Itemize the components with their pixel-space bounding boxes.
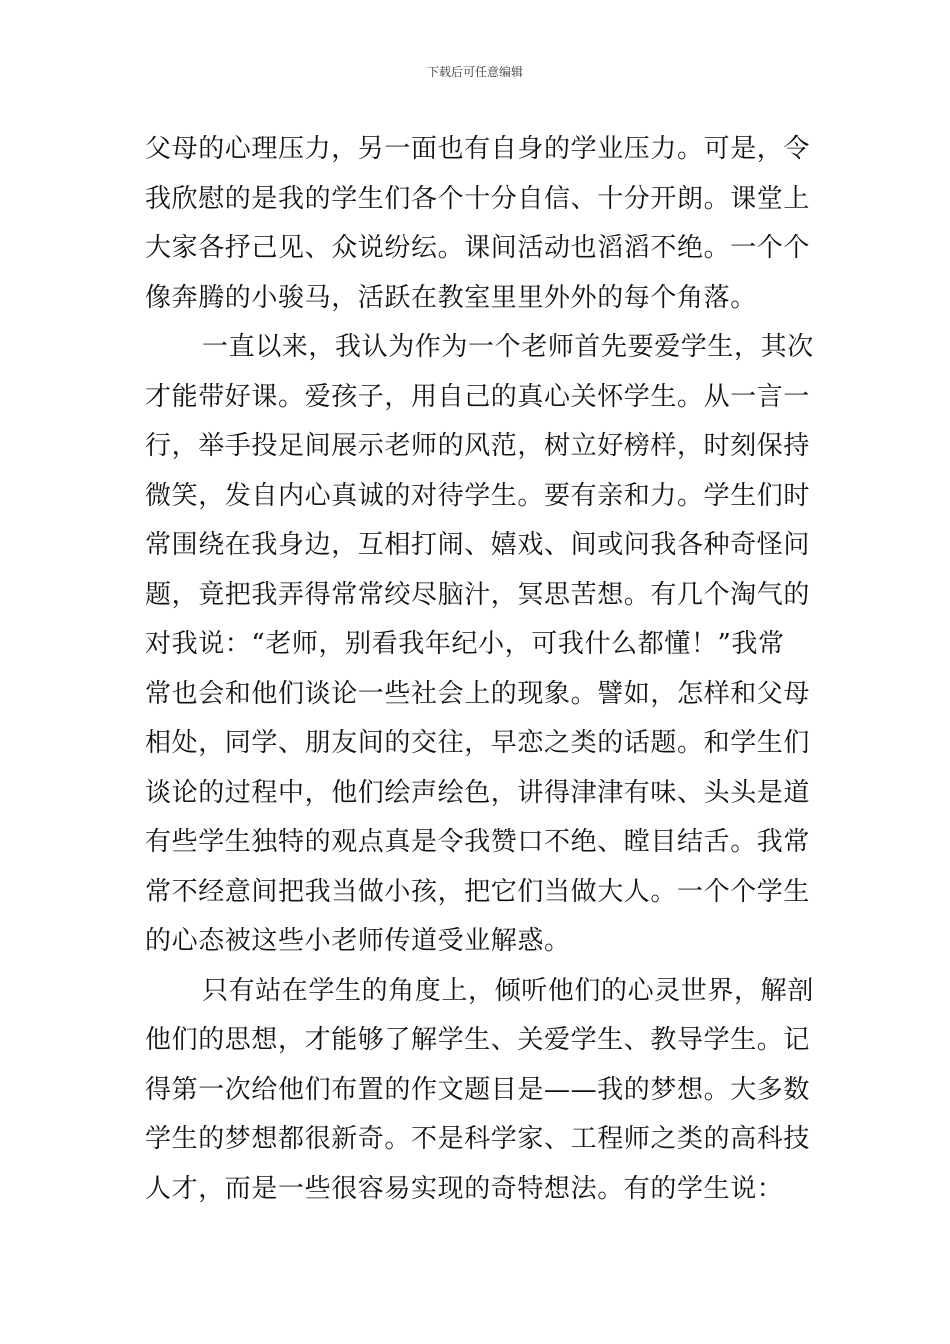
text-line: 行，举手投足间展示老师的风范，树立好榜样，时刻保持 bbox=[145, 431, 811, 461]
paragraph-first-line: 只有站在学生的角度上，倾听他们的心灵世界，解剖 bbox=[202, 975, 814, 1006]
text-line: 学生的梦想都很新奇。不是科学家、工程师之类的高科技 bbox=[145, 1124, 811, 1154]
text-line: 相处，同学、朋友间的交往，早恋之类的话题。和学生们 bbox=[145, 728, 811, 758]
text-line: 才能带好课。爱孩子，用自己的真心关怀学生。从一言一 bbox=[145, 381, 811, 412]
text-line: 谈论的过程中，他们绘声绘色，讲得津津有味、头头是道 bbox=[145, 777, 811, 808]
text-line: 他们的思想，才能够了解学生、关爱学生、教导学生。记 bbox=[145, 1025, 811, 1055]
text-line: 我欣慰的是我的学生们各个十分自信、十分开朗。课堂上 bbox=[145, 183, 811, 214]
text-line: 对我说：“老师，别看我年纪小，可我什么都懂！”我常 bbox=[145, 629, 785, 659]
text-line: 的心态被这些小老师传道受业解惑。 bbox=[145, 926, 571, 956]
text-line: 得第一次给他们布置的作文题目是——我的梦想。大多数 bbox=[145, 1074, 811, 1105]
text-line: 常不经意间把我当做小孩，把它们当做大人。一个个学生 bbox=[145, 876, 811, 907]
text-line: 有些学生独特的观点真是令我赞口不绝、瞠目结舌。我常 bbox=[145, 827, 811, 857]
text-line: 父母的心理压力，另一面也有自身的学业压力。可是，令 bbox=[145, 134, 811, 164]
text-line: 微笑，发自内心真诚的对待学生。要有亲和力。学生们时 bbox=[145, 480, 811, 511]
document-body bbox=[145, 125, 815, 1214]
page-header: 下载后可任意编辑 bbox=[426, 65, 523, 79]
text-line: 常也会和他们谈论一些社会上的现象。譬如，怎样和父母 bbox=[145, 678, 811, 709]
text-line: 常围绕在我身边，互相打闹、嬉戏、间或问我各种奇怪问 bbox=[145, 530, 811, 560]
text-line: 像奔腾的小骏马，活跃在教室里里外外的每个角落。 bbox=[145, 282, 757, 313]
text-line: 人才，而是一些很容易实现的奇特想法。有的学生说： bbox=[145, 1173, 784, 1204]
text-line: 大家各抒己见、众说纷纭。课间活动也滔滔不绝。一个个 bbox=[145, 233, 811, 263]
text-line: 题，竟把我弄得常常绞尽脑汁，冥思苦想。有几个淘气的 bbox=[145, 579, 811, 610]
paragraph-first-line: 一直以来，我认为作为一个老师首先要爱学生，其次 bbox=[202, 332, 814, 362]
